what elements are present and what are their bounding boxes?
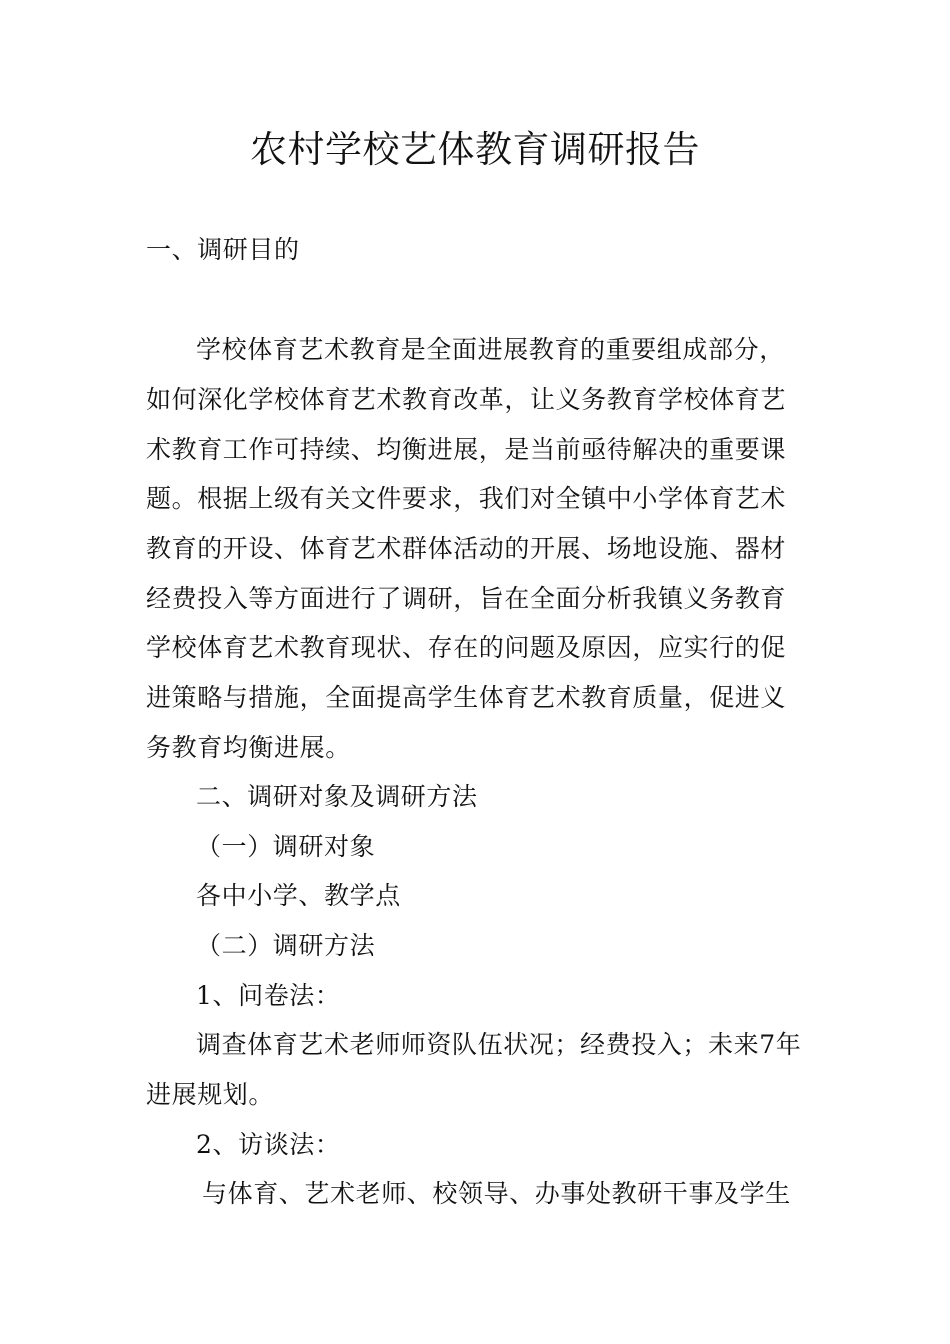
paragraph-line: 学校体育艺术教育是全面进展教育的重要组成部分， (196, 335, 785, 364)
method-text-line: 调查体育艺术老师师资队伍状况；经费投入；未来7年 (196, 1030, 802, 1059)
paragraph-line: 学校体育艺术教育现状、存在的问题及原因，应实行的促 (146, 633, 787, 662)
document-title: 农村学校艺体教育调研报告 (250, 128, 700, 171)
method-text-line: 与体育、艺术老师、校领导、办事处教研干事及学生 (202, 1179, 791, 1208)
paragraph-line: 教育的开设、体育艺术群体活动的开展、场地设施、器材 (146, 534, 787, 563)
paragraph-line: 题。根据上级有关文件要求，我们对全镇中小学体育艺术 (146, 484, 787, 513)
section-heading-purpose: 一、调研目的 (146, 235, 300, 264)
method-heading-questionnaire: 1、问卷法： (196, 981, 341, 1010)
paragraph-line: 如何深化学校体育艺术教育改革，让义务教育学校体育艺 (146, 385, 787, 414)
subsection-heading-methods: （二）调研方法 (196, 931, 376, 960)
paragraph-line: 术教育工作可持续、均衡进展，是当前亟待解决的重要课 (146, 435, 787, 464)
paragraph-line: 经费投入等方面进行了调研，旨在全面分析我镇义务教育 (146, 584, 787, 613)
subjects-text: 各中小学、教学点 (196, 881, 401, 910)
paragraph-line: 进策略与措施，全面提高学生体育艺术教育质量，促进义 (146, 683, 787, 712)
method-heading-interview: 2、访谈法： (196, 1130, 341, 1159)
subsection-heading-subjects: （一）调研对象 (196, 832, 376, 861)
paragraph-line: 务教育均衡进展。 (146, 733, 351, 762)
method-text-line: 进展规划。 (146, 1080, 275, 1109)
section-heading-subjects-methods: 二、调研对象及调研方法 (196, 782, 478, 811)
